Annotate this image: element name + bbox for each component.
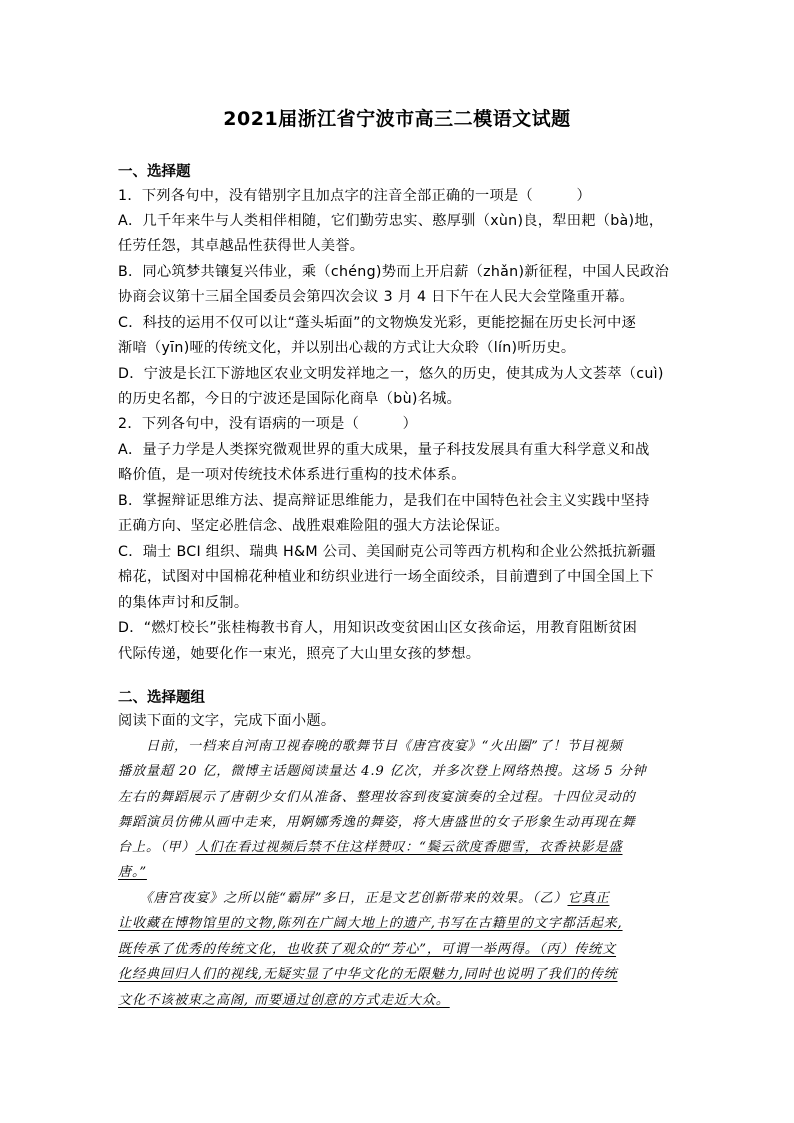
underlined-sentence-yi: 它真正: [567, 891, 610, 906]
underlined-passage-line: 既传承了优秀的传统文化，也收获了观众的“芳心”，可谓一举两得。（丙）传统文: [118, 942, 617, 957]
underlined-passage-line: 文化不该被束之高阁, 而要通过创意的方式走近大众。: [118, 993, 450, 1008]
question-line: D．“燃灯校长”张桂梅教书育人，用知识改变贫困山区女孩命运，用教育阻断贫困: [118, 620, 638, 636]
question-line: C．科技的运用不仅可以让“蓬头垢面”的文物焕发光彩，更能挖掘在历史长河中逐: [118, 315, 637, 331]
underlined-sentence-jia-end: 唐。”: [118, 865, 147, 880]
passage-line: [118, 863, 678, 883]
question-line: A．几千年来牛与人类相伴相随，它们勤劳忠实、憨厚驯（xùn)良，犁田耙（bà)地，: [118, 213, 664, 229]
question-line: 正确方向、坚定必胜信念、战胜艰难险阻的强大方法论保证。: [118, 518, 510, 534]
passage-text: 《唐宫夜宴》之所以能“霸屏”多日，正是文艺创新带来的效果。（乙）: [118, 891, 568, 906]
underlined-passage-line: 化经典回归人们的视线,无疑实显了中华文化的无限魅力,同时也说明了我们的传统: [118, 967, 618, 982]
passage-text: 台上。（甲）: [118, 840, 196, 855]
question-line: 协商会议第十三届全国委员会第四次会议 3 月 4 日下午在人民大会堂隆重开幕。: [118, 289, 634, 305]
question-line: D．宁波是长江下游地区农业文明发祥地之一，悠久的历史，使其成为人文荟萃（cuì): [118, 366, 664, 382]
passage-line: 左右的舞蹈展示了唐朝少女们从准备、整理妆容到夜宴演奏的全过程。十四位灵动的: [118, 790, 636, 805]
question-line: 的集体声讨和反制。: [118, 595, 249, 611]
question-line: 代际传递，她要化作一束光，照亮了大山里女孩的梦想。: [118, 646, 481, 662]
question-line: A．量子力学是人类探究微观世界的重大成果，量子科技发展具有重大科学意义和战: [118, 442, 650, 458]
question-line: C．瑞士 BCI 组织、瑞典 H&M 公司、美国耐克公司等西方机构和企业公然抵抗新疆: [118, 544, 656, 560]
question-line: 略价值，是一项对传统技术体系进行重构的技术体系。: [118, 467, 466, 483]
question-line: 任劳任怨，其卓越品性获得世人美誉。: [118, 238, 365, 254]
passage-line: [118, 838, 678, 858]
question-line: 的历史名都，今日的宁波还是国际化商阜（bù)名城。: [118, 391, 462, 407]
reading-instruction: 阅读下面的文字，完成下面小题。: [118, 713, 336, 729]
passage-line: 播放量超 20 亿，微博主话题阅读量达 4.9 亿次，并多次登上网络热搜。这场 5 分钟: [118, 764, 647, 779]
underlined-sentence-jia: 人们在看过视频后禁不住这样赞叹：“鬓云欲度香腮雪，衣香袂影是盛: [195, 840, 623, 855]
section-heading-choice: 一、选择题: [118, 164, 191, 180]
question-line: 1．下列各句中，没有错别字且加点字的注音全部正确的一项是（ ）: [118, 188, 591, 204]
passage-line: [118, 889, 678, 909]
document-title: 2021届浙江省宁波市高三二模语文试题: [223, 108, 571, 130]
passage-line: 舞蹈演员仿佛从画中走来，用婀娜秀逸的舞姿，将大唐盛世的女子形象生动再现在舞: [118, 815, 636, 830]
question-line: 2．下列各句中，没有语病的一项是（ ）: [118, 416, 418, 432]
question-line: 渐喑（yīn)哑的传统文化，并以别出心裁的方式让大众聆（lín)听历史。: [118, 340, 576, 356]
question-line: B．掌握辩证思维方法、提高辩证思维能力，是我们在中国特色社会主义实践中坚持: [118, 493, 650, 509]
section-heading-group: 二、选择题组: [118, 690, 205, 706]
passage-line: 日前，一档来自河南卫视春晚的歌舞节目《唐宫夜宴》“火出圈”了！节目视频: [118, 739, 623, 754]
underlined-passage-line: 让收藏在博物馆里的文物,陈列在广阔大地上的遗产,书写在古籍里的文字都活起来,: [118, 916, 623, 931]
question-line: 棉花，试图对中国棉花种植业和纺织业进行一场全面绞杀，目前遭到了中国全国上下: [118, 569, 655, 585]
question-line: B．同心筑梦共镶复兴伟业，乘（chéng)势而上开启薪（zhǎn)新征程，中国人民政治: [118, 264, 670, 280]
